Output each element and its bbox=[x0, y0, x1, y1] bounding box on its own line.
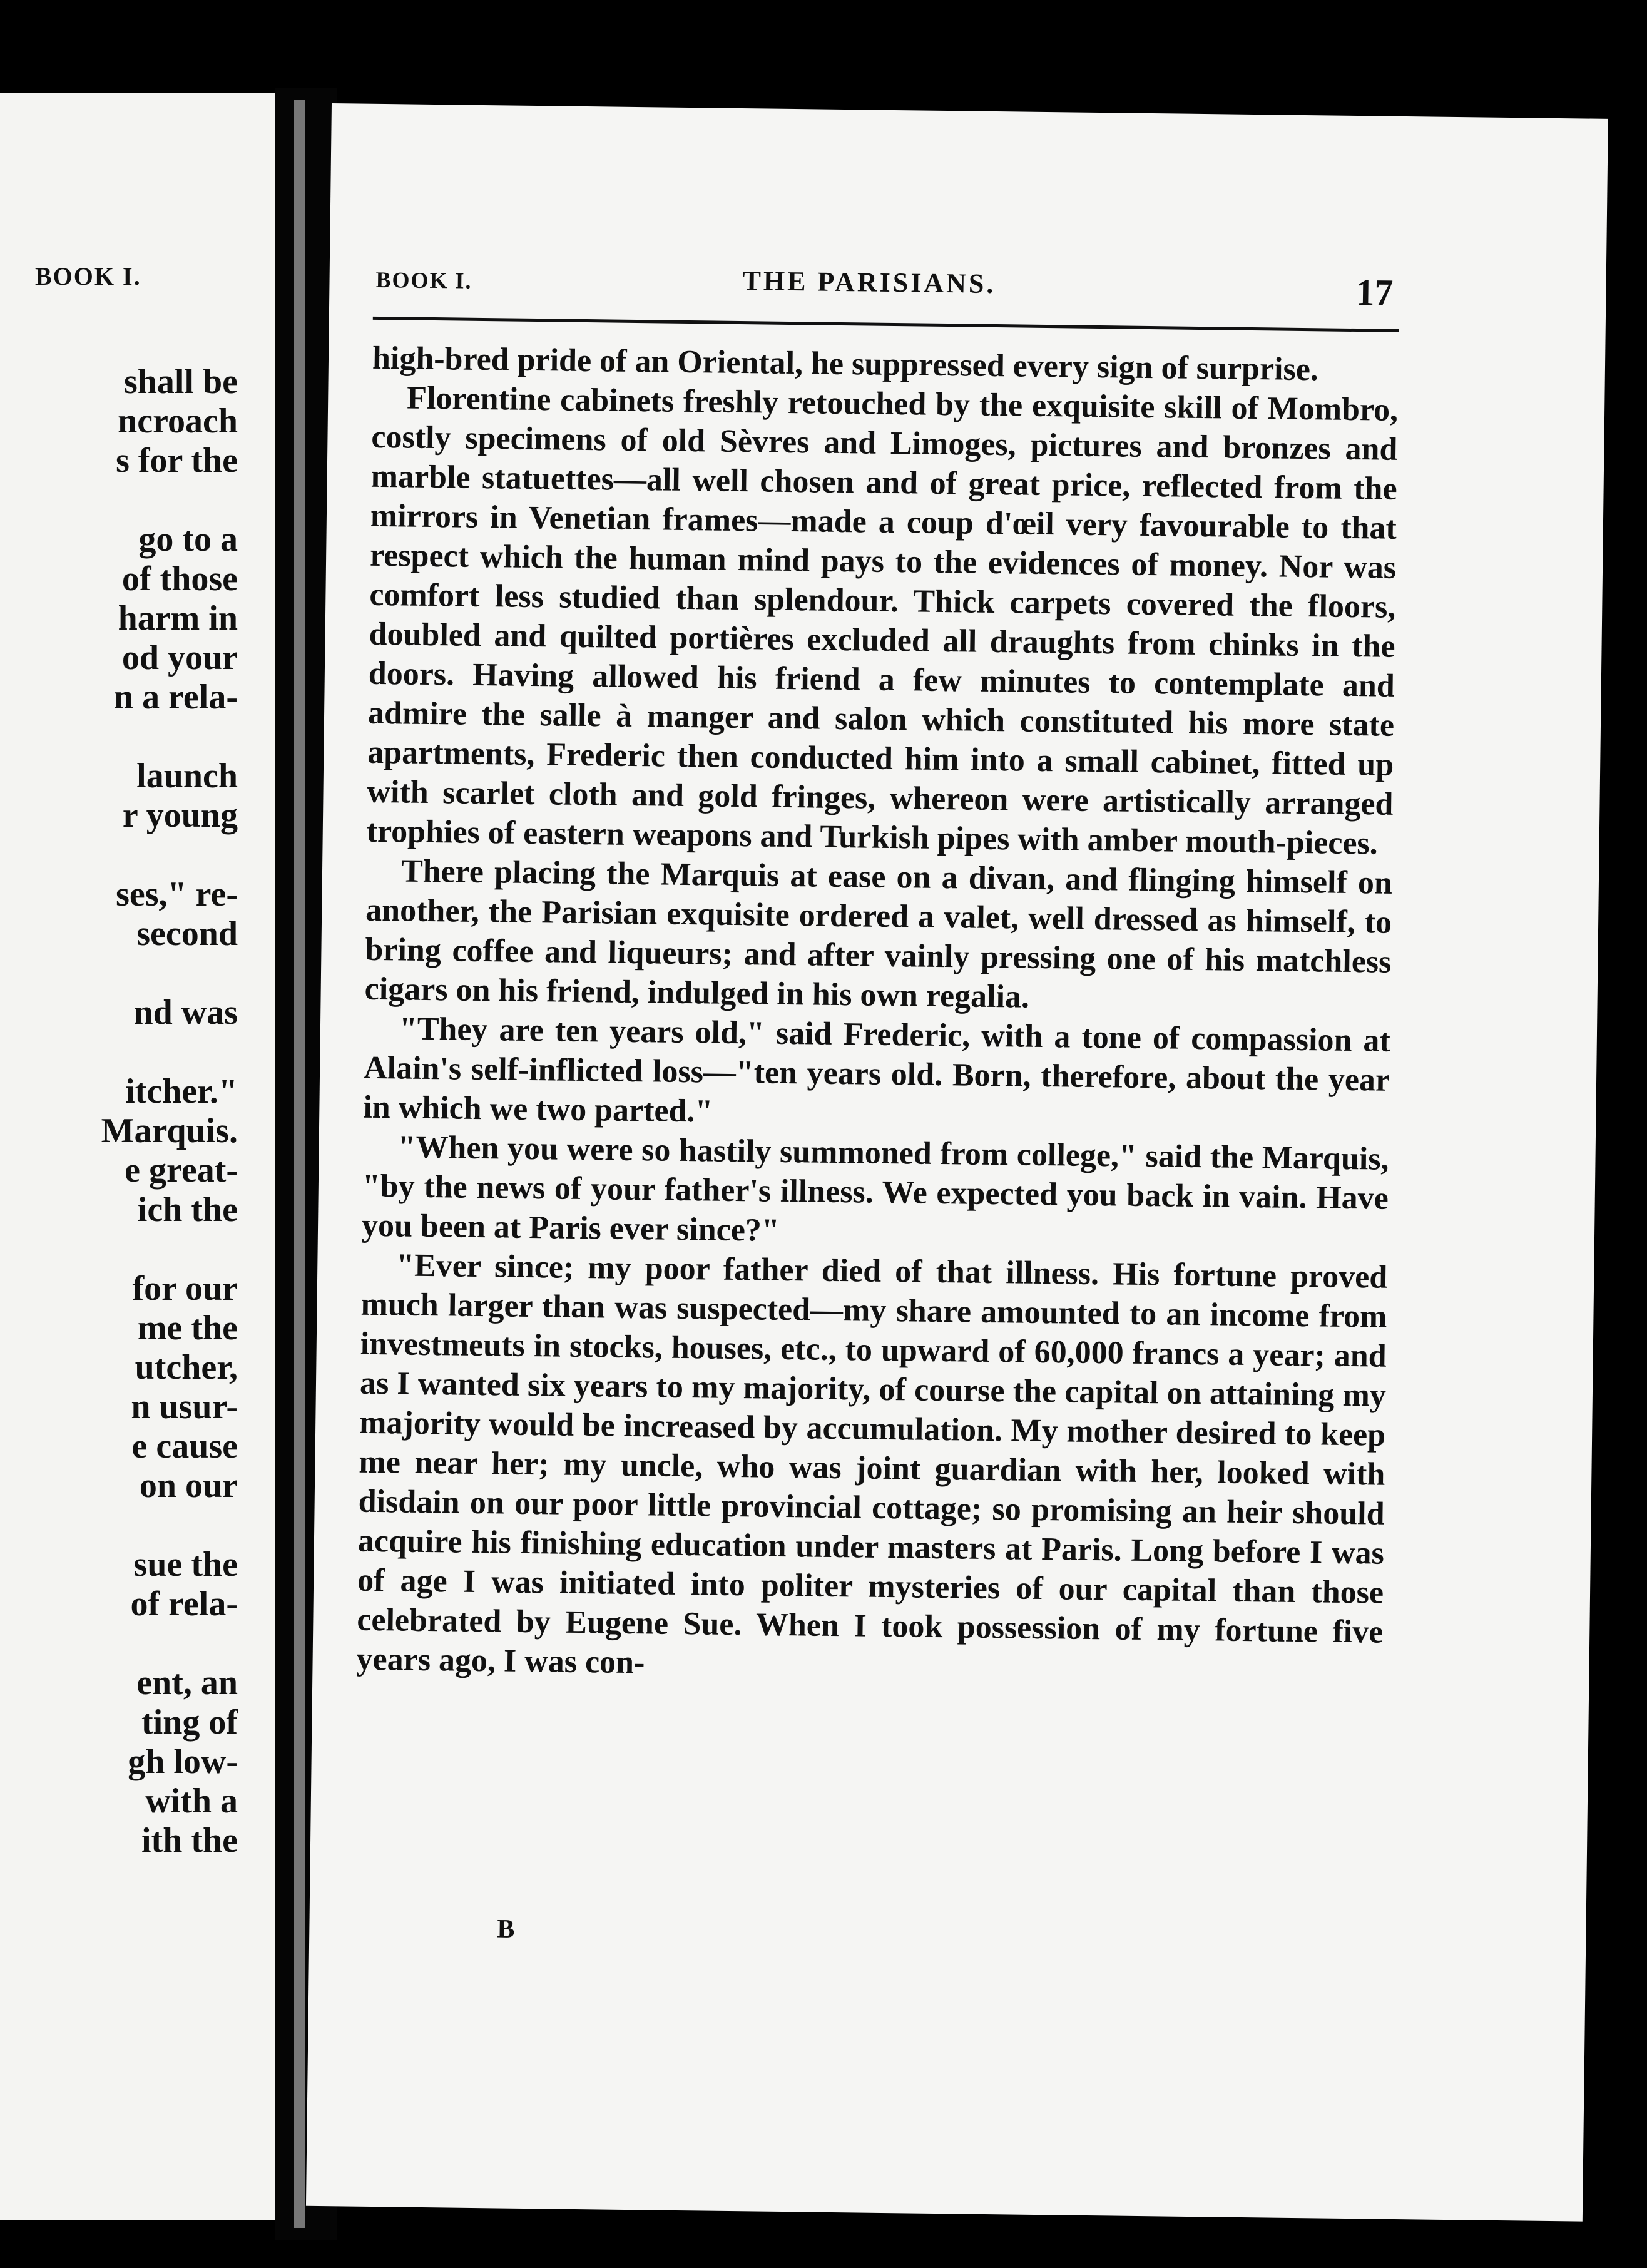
right-page bbox=[306, 103, 1608, 2222]
left-page-line: go to a bbox=[138, 520, 238, 559]
gutter-edge bbox=[294, 100, 305, 2228]
running-header-title: THE PARISIANS. bbox=[742, 265, 996, 299]
left-page-line: for our bbox=[132, 1269, 238, 1308]
left-page-header: BOOK I. bbox=[35, 262, 141, 290]
left-page-line: ncroach bbox=[118, 402, 238, 441]
left-page-line: me the bbox=[137, 1309, 238, 1347]
left-page-line: ses," re- bbox=[116, 875, 238, 914]
left-page-line: e cause bbox=[131, 1427, 238, 1466]
left-page-line: of those bbox=[121, 559, 238, 598]
left-page-line: of rela- bbox=[130, 1585, 238, 1623]
left-page-line: with a bbox=[145, 1782, 238, 1821]
left-page bbox=[0, 93, 275, 2220]
signature-mark: B bbox=[497, 1914, 515, 1944]
left-page-line: r young bbox=[122, 796, 238, 835]
left-page-line: n a rela- bbox=[113, 678, 238, 717]
paragraph: "When you were so hastily summoned from college," said the Marquis, "by the news of your father's illness. We expected you back in vain. Have you been at Paris ever since?" bbox=[361, 1129, 1389, 1249]
left-page-line: on our bbox=[139, 1466, 238, 1505]
left-page-line: harm in bbox=[118, 599, 238, 638]
left-page-line: e great- bbox=[125, 1151, 238, 1190]
left-page-line: Marquis. bbox=[101, 1111, 238, 1150]
left-page-line: itcher." bbox=[125, 1072, 238, 1111]
left-page-line: s for the bbox=[116, 441, 238, 480]
left-page-line: second bbox=[136, 914, 238, 953]
left-page-line: ich the bbox=[137, 1190, 238, 1229]
paragraph: high-bred pride of an Oriental, he suppressed every sign of surprise. bbox=[372, 340, 1319, 388]
left-page-line: shall be bbox=[123, 362, 238, 401]
left-page-line: gh low- bbox=[128, 1742, 238, 1781]
left-page-line: ting of bbox=[141, 1703, 238, 1742]
left-page-line: od your bbox=[121, 638, 238, 677]
left-page-line: launch bbox=[136, 757, 238, 795]
left-page-line: utcher, bbox=[135, 1348, 238, 1387]
left-page-line: ent, an bbox=[136, 1663, 238, 1702]
header-rule bbox=[373, 317, 1399, 332]
paragraph: There placing the Marquis at ease on a divan, and flinging himself on another, the Parisian exquisite ordered a valet, well dressed as himself, to bring coffee and liqueurs; and after vainly pressing one of his matchless cigars on his friend, indulged in his own regalia. bbox=[364, 853, 1393, 1015]
running-header-book: BOOK I. bbox=[375, 267, 472, 294]
paragraph: "They are ten years old," said Frederic, with a tone of compassion at Alain's self-inflicted loss—"ten years old. Born, therefore, about the year in which we two parted." bbox=[363, 1011, 1391, 1130]
paragraph: Florentine cabinets freshly retouched by the exquisite skill of Mombro, costly specimens of old Sèvres and Limoges, pictures and bronzes and marble statuettes—all well chosen and of great price, reflected from the mirrors in Venetian frames—made a coup d'œil very favourable to that respect which the human mind pays to the evidences of money. Nor was comfort less studied than splendour. Thick carpets covered the floors, doubled and quilted portières excluded all draughts from chinks in the doors. Having allowed his friend a few minutes to contemplate and admire the salle à manger and salon which constituted his more state apartments, Frederic then conducted him into a small cabinet, fitted up with scarlet cloth and gold fringes, whereon were artistically arranged trophies of eastern weapons and Turkish pipes with amber mouth-pieces. bbox=[366, 380, 1399, 862]
body-text bbox=[356, 339, 1399, 1692]
left-page-line: n usur- bbox=[131, 1387, 238, 1426]
paragraph: "Ever since; my poor father died of that illness. His fortune proved much larger than was suspected—my share amounted to an income from investmeuts in stocks, houses, etc., to upward of 60,000 francs a year; and as I wanted six years to my majority, of course the capital on attaining my majority would be increased by accumulation. My mother desired to keep me near her; my uncle, who was joint guardian with her, looked with disdain on our poor little provincial cottage; so promising an heir should acquire his finishing education under masters at Paris. Long before I was of age I was initiated into politer mysteries of our capital than those celebrated by Eugene Sue. When I took possession of my fortune five years ago, I was con- bbox=[356, 1247, 1388, 1681]
left-page-line: sue the bbox=[133, 1545, 238, 1584]
left-page-line: ith the bbox=[141, 1821, 238, 1860]
page-number: 17 bbox=[1355, 272, 1394, 314]
left-page-line: nd was bbox=[133, 993, 238, 1032]
